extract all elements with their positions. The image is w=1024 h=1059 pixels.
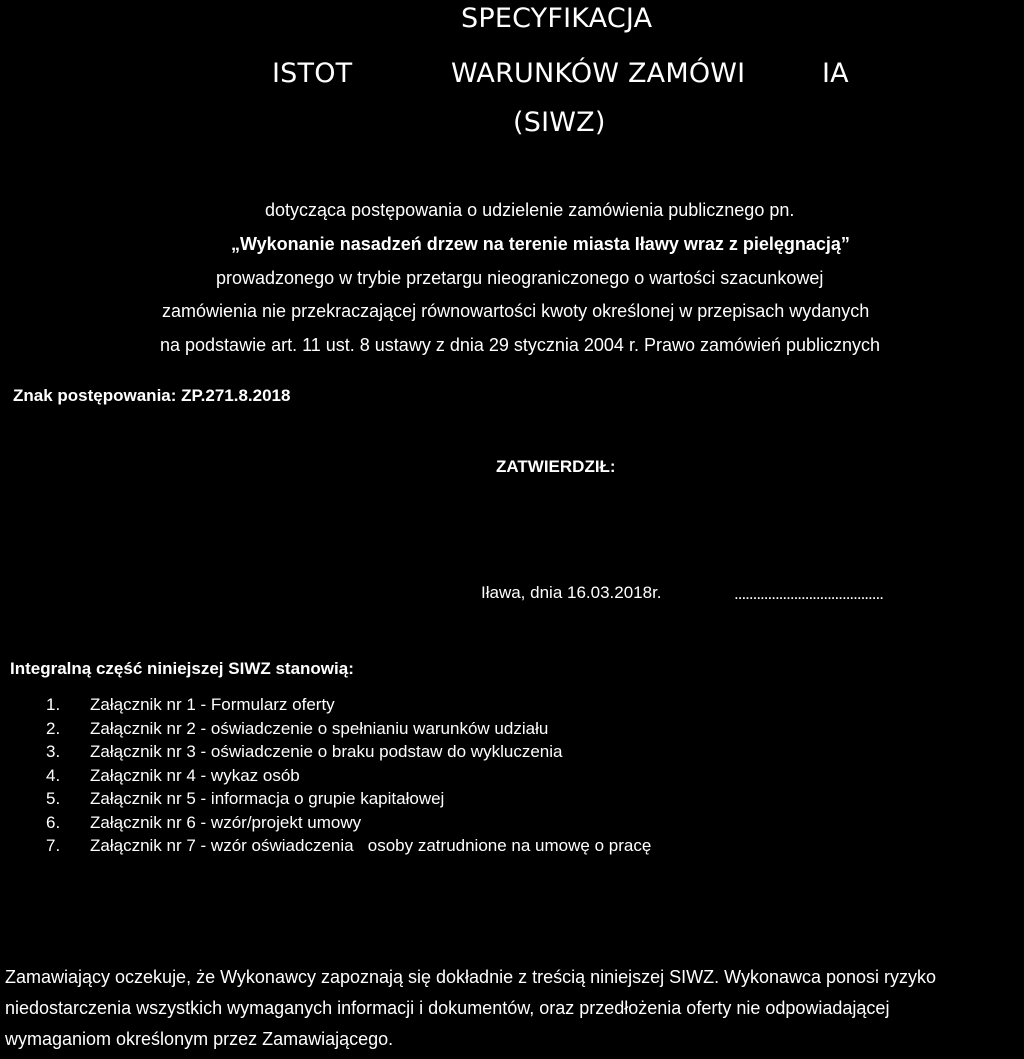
case-number: Znak postępowania: ZP.271.8.2018 [13, 386, 291, 405]
list-item-text: Załącznik nr 2 - oświadczenie o spełnianiu warunków udziału [90, 718, 549, 738]
title-specyfikacja: SPECYFIKACJA [461, 3, 653, 34]
notice-line-3: wymaganiom określonym przez Zamawiającego. [5, 1029, 394, 1049]
list-item-text: Załącznik nr 6 - wzór/projekt umowy [90, 812, 362, 832]
attachments-list [46, 693, 651, 858]
intro-line-3: prowadzonego w trybie przetargu nieograniczonego o wartości szacunkowej [216, 268, 824, 288]
list-item-number: 3. [46, 742, 61, 761]
list-item-text: Załącznik nr 3 - oświadczenie o braku podstaw do wykluczenia [90, 742, 563, 761]
list-item-number: 4. [46, 765, 61, 785]
title-warunkow: WARUNKÓW ZAMÓWI [451, 58, 746, 89]
list-item [46, 834, 651, 858]
title-istot: ISTOT [272, 58, 353, 89]
intro-line-1: dotycząca postępowania o udzieleniе zamówienia publicznego pn. [265, 200, 795, 220]
list-item [46, 811, 651, 835]
list-item-number: 7. [46, 836, 61, 855]
list-item-text: Załącznik nr 7 - wzór oświadczenia osoby zatrudnione na umowę o pracę [90, 836, 652, 855]
approval-label: ZATWIERDZIŁ: [496, 457, 616, 476]
intro-line-4: zamówienia nie przekraczającej równowartości kwoty określonej w przepisach wydanych [162, 301, 870, 321]
list-item [46, 693, 651, 717]
list-item-number: 1. [46, 695, 61, 714]
list-item [46, 740, 651, 764]
notice-line-1: Zamawiający oczekuje, że Wykonawcy zapoznają się dokładnie z treścią niniejszej SIWZ. Wykonawca ponosi ryzyko [5, 967, 937, 987]
title-siwz: (SIWZ) [513, 107, 606, 138]
notice-line-2: niedostarczenia wszystkich wymaganych informacji i dokumentów, oraz przedłożenia oferty nie odpowiadającej [5, 998, 890, 1018]
place-date: Iława, dnia 16.03.2018r. [481, 583, 662, 602]
title-ia: IA [822, 58, 849, 89]
list-item [46, 764, 651, 788]
list-item [46, 787, 651, 811]
list-item-number: 5. [46, 789, 61, 808]
intro-line-2-title: „Wykonanie nasadzeń drzew na terenie miasta Iławy wraz z pielęgnacją” [231, 234, 850, 254]
list-item-number: 2. [46, 718, 61, 738]
list-item-text: Załącznik nr 4 - wykaz osób [90, 765, 300, 785]
list-item-text: Załącznik nr 5 - informacja o grupie kapitałowej [90, 789, 445, 808]
intro-line-5: na podstawie art. 11 ust. 8 ustawy z dnia 29 stycznia 2004 r. Prawo zamówień publicznych [160, 335, 881, 355]
list-item [46, 717, 651, 741]
signature-line: ........................................ [734, 584, 883, 603]
attachments-heading: Integralną część niniejszej SIWZ stanowią: [10, 659, 354, 678]
list-item-number: 6. [46, 812, 61, 832]
list-item-text: Załącznik nr 1 - Formularz oferty [90, 695, 335, 714]
